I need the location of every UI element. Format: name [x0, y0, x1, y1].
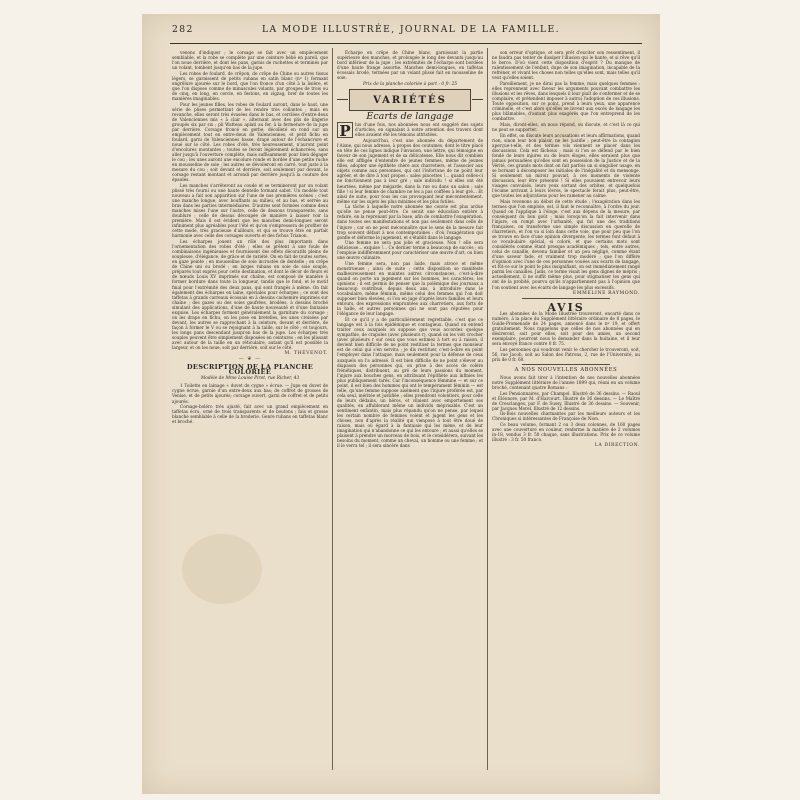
article-paragraph-text: lus d'une fois, nos abonnées nous ont suggéré des sujets d'articles, en signalant à notre attention des travers dont elles avaient été les témoins attristées.	[355, 122, 483, 138]
avis-paragraph: Les personnes qui voudront venir le chercher le trouveront, soit, 56, rue Jacob, soit au Salon des Patrons, 2, rue de l'Université, au prix de 0 fr. 60.	[492, 346, 640, 362]
new-subscribers-paragraph: Nous avons fait tirer à l'intention de nos nouvelles abonnées notre Supplément littéraire de l'année 1899 qui, réuni en un volume broché, contenant quatre Romans :	[492, 374, 640, 390]
article-paragraph	[337, 122, 483, 141]
direction-signature: LA DIRECTION.	[594, 443, 640, 449]
article-paragraph: Une femme ne sera pas jolie et gracieuse. Non ! elle sera délicieuse... exquise !... Ce dernier terme a beaucoup de succès ; on l'emploie indifféremment pour caractériser une œuvre d'art, ou bien une œuvre culinaire.	[337, 240, 483, 261]
banner-flourish	[337, 99, 348, 100]
left-column	[172, 50, 328, 772]
article-paragraph: La tâche à laquelle notre abonnée me convie est plus ardue qu'elle ne pense peut-être. Ce serait une éducation entière à refaire, en la reprenant par la base, afin de combattre l'exagération, dans toutes ses manifestations et non pas seulement dans celle de l'injure ; car on ne peut méconnaître que le sens de la mesure fait trop souvent défaut à nos contemporaines : d'où l'exagération qui gonfle et déforme le jugement, et s'établit dans le langage.	[337, 204, 483, 240]
article-paragraph: Mais revenons au début de cette étude ; l'exagération dans les termes que l'on emploie, est, il faut le reconnaître, à l'ordre du jour. Quand on l'applique à l'éloge, c'est aux dépens de la mesure, par conséquent du bon goût ; mais lorsqu'on la fait intervenir dans l'injure, on rompt avec l'urbanité, qui fut une des traditions françaises, on transforme une simple discussion en querelle de charretiers, et l'on va si loin dans cette voie, que pour peu que l'on se trouve en face d'une opinion divergente, les termes font défaut à ce vocabulaire spécial, si coloré, et que certains mots sont considérés comme étant presque académiques ; tels, entre autres, celui de canaille, devenu familier et un peu négligé, comme étant d'une saveur fade, et vraiment trop modéré ; que l'on diffère d'opinion avec l'une de ces personnes vouées aux écarts de langage, et fût-ce sur le point le plus insignifiant, on est immédiatement rangé parmi les canailles. Jadis, ce terme visait les gens dignes de mépris ; actuellement, il ne suffit même plus, pour stigmatiser les gens qui ont de la probité, pourvu qu'ils n'appartiennent pas à l'opinion que l'on soutient avec les écarts de langage les plus excessifs.	[492, 198, 640, 290]
plate-description-item: Corsage-boléro très ajusté, fait avec un grand empiècement en taffetas écru, orné de trois transparents et de boutons ; fais et grosse blanche semblable à celle de la broderie. Genre rubans en taffetas blanc et broché.	[172, 404, 328, 425]
article-paragraph: Aujourd'hui, c'est une abonnée du département de l'Aisne, qui nous adresse, à propos des coutumes, dont le titre placé en tête de ces lignes indique l'invasion, une lettre, qui témoigne en faveur de son jugement et de sa délicatesse. Elle nous dit combien elle est affligée d'entendre de jeunes femmes, même de jeunes filles, adopter une épithète chère aux charretiers, et l'associer aux objets comme aux personnes, qui ont l'infortune de ne point leur agréer, et de dire à tout propos : sales pincettes !... quand celles-ci ne fonctionnent pas à leur gré ; sale individu ! si elles ont été heurtées, même par mégarde, dans la rue ou dans un salon ; sale fille ! si leur femme de chambre ne les a pas coiffées à leur gré... Et ainsi de suite, pour tous les cas provoquant leur mécontentement, même sur les sujets les plus minimes et les plus futiles.	[337, 138, 483, 204]
section-rule	[522, 298, 611, 299]
article-paragraph: Une femme sera, non pas laide, mais atroce et même monstrueuse ; ainsi de suite ; cette disposition se manifeste malheureusement en maintes autres circonstances, c'est-à-dire quand on porte un jugement sur les hommes, les caractères, les opinions ; il est permis de penser que la polémique des journaux a beaucoup contribué, depuis deux ans, à introduire dans le vocabulaire, même féminin, même celui des femmes qui l'on doit supposer bien élevées, si l'on en juge d'après leurs familles et leurs entours, des expressions empruntées aux charretiers, aux forts de la halle, et autres personnes qui ne sont pas réputées pour l'élégance de leur langage.	[337, 261, 483, 317]
journal-page	[142, 14, 660, 794]
page-header	[172, 24, 640, 42]
article-title: Écarts de langage	[366, 111, 454, 123]
plate-continuation: Écharpe en crêpe de Chine blanc, garnissant la partie supérieure des manches, et prolongée le long des devants jusqu'au bord inférieur de la jupe ; les extrémités de l'écharpe sont bordées d'une haute frange assortie. Manches demi-longues, en taffetas écossais brodé, termées par un volant plissé fait en mousseline de soie.	[337, 50, 483, 81]
article-paragraph: Mais, diront-elles, on nous répond, ou discute, et c'est là ce qui ne peut se supporter.	[492, 121, 640, 132]
author-signature: M. THÉVENOT.	[284, 351, 328, 357]
article-paragraph: Pareillement, je ne dirai pas la femme, mais quelques femmes : elles reprennent avec faveur les arguments pouvant combattre les illusions et les rêves, dans lesquels il leur plaît de s'enfermer et de se complaire, et prétendent imposer à autrui l'adoption de ces illusions. Toute opposition, sur ce point, prend à leurs yeux, une apparence criminelle, et c'est alors qu'elles se livrent aux excès de langage les plus blâmables, d'autant plus exagérés que l'on entreprend de les combattre.	[492, 80, 640, 122]
header-rule	[170, 43, 642, 44]
column-divider	[332, 48, 333, 770]
article-paragraph: son erreur d'optique, et sera prêt d'exciter son ressentiment, il ne faudra pas tenter de dissiper l'illusion qui le hante, et si rêve qu'il le berce. D'où vient cette disposition d'esprit ? Du manque de ralentissement de l'enfant, dupe de son imagination, incapable de la refréner, et vivant les choses non telles qu'elles sont, mais telles qu'il veut qu'elles soient.	[492, 50, 640, 81]
page-number: 282	[172, 24, 194, 35]
new-subscribers-paragraph: Les Pensionnaires, par Champol. Illustré de 36 dessins. — Raoul et Éléonore, par M. d'Harcourt. Illustré de 36 dessins. — Le Maître de Cresclanges, par F. de Sussy. Illustré de 36 dessins. — Souvenir, par Jacques Morel. Illustré de 12 dessins.	[492, 390, 640, 411]
avis-paragraph: Les abonnées de la Mode Illustrée trouveront, encarté dans ce numéro, à la place du Supplément littéraire ordinaire de 8 pages, le Guide-Promenade de 24 pages, annoncé dans le nº 19, et offert gratuitement. Nous rappelons que celles de nos abonnées qui en désireront, soit pour elles, soit pour des amies, un second exemplaire, pourront nous le demander dans la huitaine, et il leur sera envoyé franco contre 0 fr. 75.	[492, 310, 640, 346]
avis-title: AVIS	[547, 300, 585, 314]
middle-column	[337, 50, 483, 772]
new-subscribers-paragraph: Ce beau volume, formant 2 ou 3 deux colonnes, de 160 pages avec une couverture en couleur, renferme la matière de 2 volumes in-18, vendus 3 fr. 50 chaque, sans illustrations. Prix de ce volume illustré : 3 fr. 50 franco.	[492, 421, 640, 443]
section-banner-label: VARIÉTÉS	[373, 94, 447, 106]
article-paragraph: venons d'indiquer ; le corsage se fait avec un empiècement semblable, et la robe se complète par une ceinture bébé en pareil, que l'on noue derrière, et dont les pans, garnis de ruchettes et terminés par un volant, tombent jusqu'en bas de la jupe.	[172, 50, 328, 71]
section-rule	[522, 364, 611, 365]
journal-title: LA MODE ILLUSTRÉE, JOURNAL DE LA FAMILLE.	[262, 24, 560, 35]
plate-description-item: 1 Toilette en lainage « duvet de cygne » écrue. — Jupe en duvet de cygne écrue, garnie d'un entre-deux aux bas; de coffret de grosses de Venise, et de petits ajourés; corsage ouvert, garni de coffret et de petits ajourés.	[172, 383, 328, 404]
section-banner	[349, 89, 471, 111]
article-paragraph: Et ce qu'il y a de particulièrement regrettable, c'est que ce langage est à la fois épidémique et contagieux. Quand on entend traiter ceux auxquels on suppose que vous accordez quelque sympathie, de crapules (avec plusieurs r), quand on les voit crocher (avec plusieurs r sur ceux que vous estimez à tort ou à raison, il devient bien difficile de ne point restituer la termes que monsieur est de celui qui s'en servira ; je dis restituer, c'est-à-dire en point l'employer dans l'attaque, mais seulement pour la défense de ceux auxquels on l'a adressé. Il est bien difficile de ne point s'élever au diapason des personnes qui, on prise à des accès de colère frénétiques, distribuent, au gré de leurs passions du moment, l'injure aux bouches gens, en attribuant l'épithète aux infinies les plus publiquement tarés. Car l'inconséquence féminine — et sur ce point, il est bien des hommes qui ont le tempérament féminin — est telle, qu'une femme suppose aisément que l'injure proférée est, par cela seul, méritée et justifiée ; elles prendront volontiers, pour celle de leurs dédains, un héros, et vilaient avec emportement ses qualités, en affublerant même un individu méprisable. C'est un sentiment enfantin, mais plus répandu qu'on ne pense, par lequel les certain nombre de femmes voient et jugent les gens et les choses, non d'après la réalité qui vienpose à tout être doué de raison, mais où égard à la fantaisie qui les mène, et de leur imagination qui n'abandonne ce qui les entoure ; et aussi qu'elles se plaisent à prendre un morceau de bois, et le considérera, suivant les besoins du moment, comme un cheval, un homme ou une femme ; et il le verra tel ; il sera sincère dans	[337, 317, 483, 449]
article-paragraph: Les manches s'arrêteront au coude et se termineront par un volant plissé très fourni ou une haute dentelle formant sabot. Un modèle tout nouveau a fait son apparition sur l'une de nos premières scènes ; c'est une manche longue, avec bouffants au milieu, et au bas, et serrée au bras dans les parties intermédiaires. D'autres sont formées comme deux manches mises l'une sur l'autre, celle de dessous transparente, sans doublure ; celle de dessus découpée de manière à laisser voir la première. Mais il est évident que les manches demi-longues seront infiniment plus agréables pour l'été et qu'on s'empressera de profiter de cette mode, très gracieuse d'ailleurs, et qui se trouve être en parfait harmonie avec celle des corsages ouverts et des fichus Trianon.	[172, 183, 328, 239]
article-paragraph: Les robes de foulard, de crêpon, de crêpe de Chine ou autres tissus légers, se garnissent de petits rubans en satin blanc (nº 1) formant engrêlure ajourée sur le bord, que l'on fronce d'un côté à la lisière, et que l'on dispose comme de minuscules volants, par groupes de trois ou de cinq, en long, en cercle, en festons, en zigzag, bref de toutes les manières imaginables.	[172, 70, 328, 102]
article-paragraph: Pour les jeunes filles, les robes de foulard auront, dans le haut, une série de plises permettant de les rendre très collantes ; mais en revanche, elles seront très évasées dans le bas, et cerclées d'entre-deux de Valenciennes mis « à clair », alternant avec des plis de lingerie groupés six par six ; pli Watteau aplati au fer, à la fermeture de la jupe par derrière. Corsage froncé en gerbe, décolleté en rond sur un empiècement tout en entre-deux de Valenciennes, et petit fichu en foulard, garni de Valenciennes basse, drapé autour de l'échancrure et noué sur le côté. Les robes d'été, très heureusement, n'auront point d'encolures montantes ; toutes se feront légèrement échancrées, sans aller jusqu'à l'ouverture complète, mais suffisamment pour bien dégager le cou ; les unes auront une encolure ronde et bordée d'une petite ruche en mousseline de soie ; les autres se dévoileront en carré, tout juste à la mesure du cou ; soit devant et derrière, soit seulement par devant, le corsage restant montant et arrondi par derrière jusqu'à la couture des épaules.	[172, 101, 328, 183]
drop-cap: P	[337, 122, 353, 138]
ornament-divider: — ❦ —	[238, 356, 262, 363]
author-signature: EMMELINE RAYMOND.	[572, 290, 640, 296]
new-subscribers-title: A NOS NOUVELLES ABONNÉES	[514, 366, 618, 373]
article-paragraph: En effet, on discute leurs accusations et leurs affirmations, quand rien, sinon leur bon plaisir, ne les justifie ; peut-être la contagion aperçue-t-elle, et des termes vils viennent se placer dans les discussions. Cela est fâcheux ; mais si l'on se défend par le bien fondé de leurs injures ou de leurs éloges, elles seraient plus que jamais persuadées qu'elles sont en possession de la Justice et de la Vérité, ces grands mots dont on fait parfois un si singulier usage, en se bornant à décomposer les initiales de l'inégalité et du mensonge. Si seulement un miroir pouvait, à ces moments de violente discussion, leur être présenté ! Si elles pouvaient entrevoir leurs visages convulsés, leurs yeux sortant des orbites, et quelquefois l'écume arrivant à leurs lèvres, le spectacle ferait plus, peut-être, que toutes les adjurations pour les ramener au calme.	[492, 132, 640, 199]
banner-flourish	[472, 99, 483, 100]
plate-price: Prix de la planche coloriée à part : 0 fr. 25	[362, 82, 458, 88]
new-subscribers-paragraph: Ils-Bois nouvelles charmantes par les meilleurs auteurs et les Chroniques si intéressantes de Françoise de Nion.	[492, 411, 640, 422]
column-divider	[487, 48, 488, 770]
article-paragraph: Les écharpes jouent un rôle des plus importants dans l'ornementation des robes d'été ; elles se prêtent à une foule de combinaisons ingénieuses et fournissent des effets décoratifs pleins de souplesse, d'élégance, de grâce et de variété. On en fait de toutes sortes, en gaze peinte ; en mousseline de soie incrustée de dentelle ; en crêpe de Chine uni ou brodé ; en larges rubans en soie de soie souple, préparés tout exprès pour cette destination, et dont le décor de fleurs et de nœuds Louis XV imprimés sur chaîne, est composé de manière à former bordure dans toute la longueur, tandis que le fond, et le motif final pour l'extrémité des deux pans, qui sont frangés à même. On fait également des écharpes en laine, spéciales pour écharpes ; ce sont des taffetas à grands carreaux écossais en à dessins cachemire imprimés sur chaîne ; des gazes ou des soies gaufrées, brodées, à dessins broché simulant des applications, d'une de haute nouveauté et d'une fantaisie exquise. Les écharpes forment généralement la garniture du corsage ; on les drape en fichu, on les pose en bretelles, les unes croisées par devant, les autres se rapprochant à la ceinture, devant et derrière, de façon à former le V ou se rejoignant à la taille, sur le côté ; et toujours, les longs pans descendant jusqu'en bas de la jupe. Les écharpes très souples peuvent être simplement disposées en ceintures ; en les plissant avec autour de la taille en un réticulaire, autant qu'il est possible la largeur, et on les noue, soit par derrière, soit sur le côté.	[172, 239, 328, 351]
plate-description-title: DESCRIPTION DE LA PLANCHE COLORIÉE	[186, 363, 314, 377]
right-column	[492, 50, 640, 772]
plate-description-subtitle: Modèle de Mme Louise Piret, rue Richer, 43	[200, 376, 300, 382]
